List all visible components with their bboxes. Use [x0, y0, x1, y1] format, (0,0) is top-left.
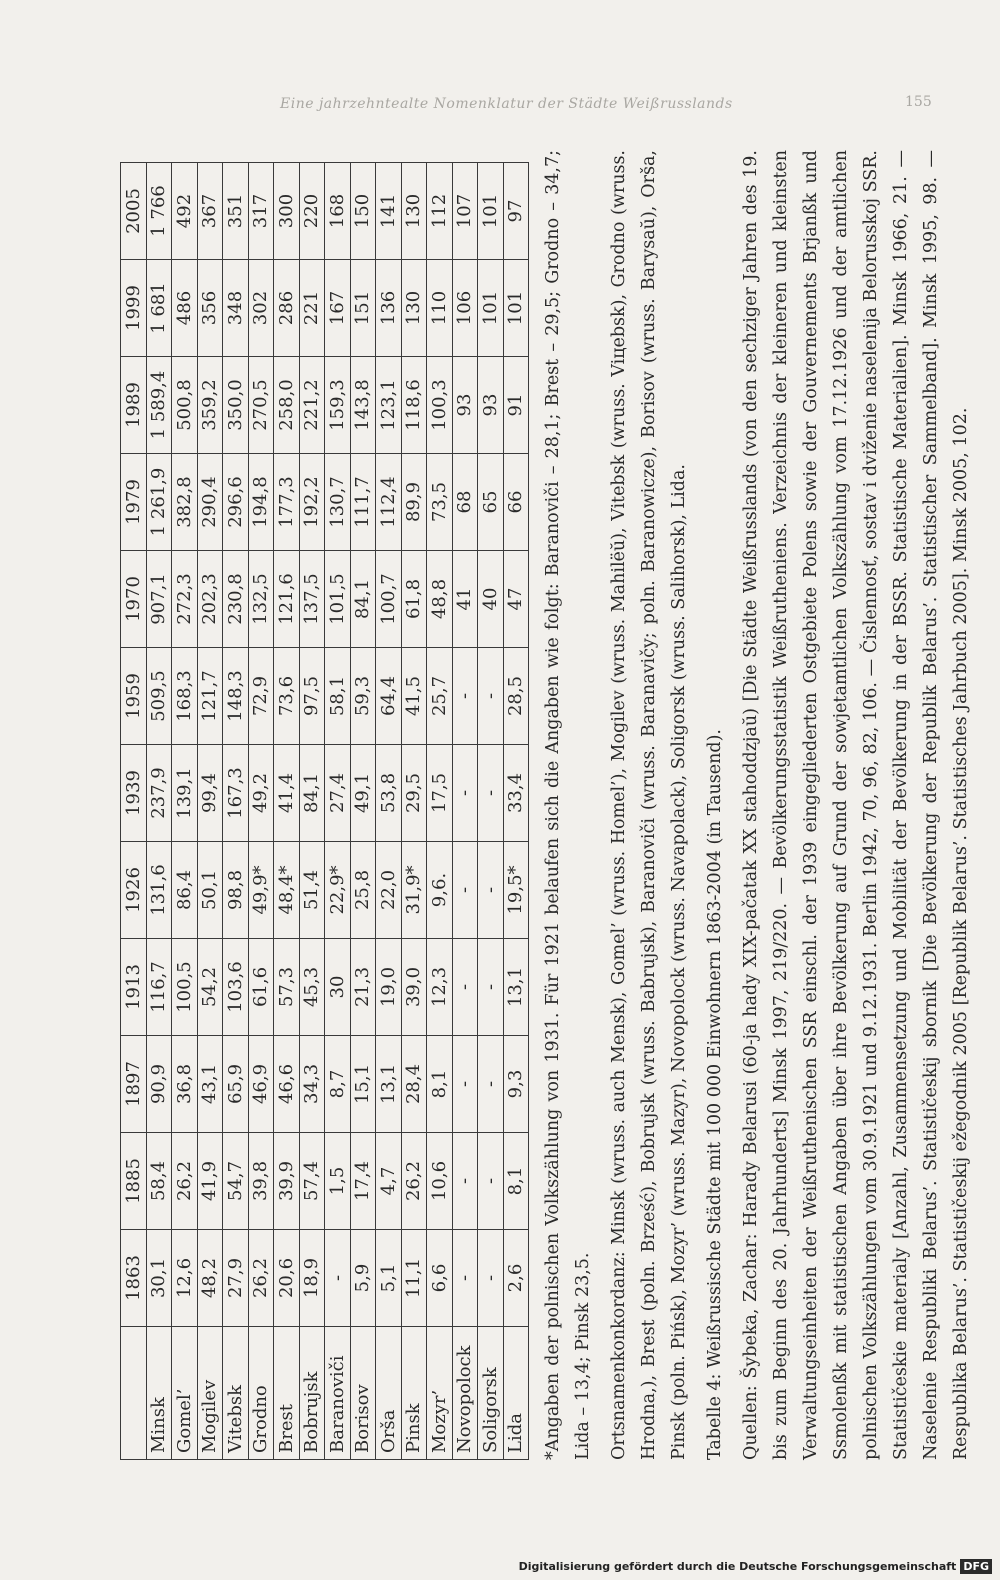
population-value: 22,0	[376, 842, 402, 939]
population-value: -	[452, 1133, 478, 1230]
population-value: 28,4	[401, 1036, 427, 1133]
population-value: 26,2	[248, 1230, 274, 1327]
year-header: 1970	[121, 551, 147, 648]
population-value: 112	[427, 163, 453, 260]
population-value: 110	[427, 260, 453, 357]
population-value: 22,9*	[325, 842, 351, 939]
table-header-row	[121, 163, 147, 1460]
population-value: 54,7	[223, 1133, 249, 1230]
population-value: 136	[376, 260, 402, 357]
population-value: 8,1	[427, 1036, 453, 1133]
population-value: 86,4	[172, 842, 198, 939]
population-value: 348	[223, 260, 249, 357]
population-value: 41,5	[401, 648, 427, 745]
population-value: 8,1	[503, 1133, 529, 1230]
year-header: 1939	[121, 745, 147, 842]
population-value: 6,6	[427, 1230, 453, 1327]
table-row	[146, 163, 172, 1460]
population-value: 111,7	[350, 454, 376, 551]
city-name: Borisov	[350, 1327, 376, 1460]
footnote: *Angaben der polnischen Volkszählung von 1931. Für 1921 belaufen sich die Angaben wie folgt: Baranoviči – 28,1; Brest – 29,5; Grodno – 34,7; Lida – 13,4; Pinsk 23,5.	[543, 150, 593, 1460]
population-value: 28,5	[503, 648, 529, 745]
population-value: 30,1	[146, 1230, 172, 1327]
city-name: Brest	[274, 1327, 300, 1460]
population-value: -	[478, 842, 504, 939]
population-value: 150	[350, 163, 376, 260]
population-value: 907,1	[146, 551, 172, 648]
population-value: 46,6	[274, 1036, 300, 1133]
population-value: 49,1	[350, 745, 376, 842]
population-value: -	[478, 1036, 504, 1133]
population-value: 93	[452, 357, 478, 454]
population-value: 9,6.	[427, 842, 453, 939]
population-value: 148,3	[223, 648, 249, 745]
population-value: 20,6	[274, 1230, 300, 1327]
population-value: 118,6	[401, 357, 427, 454]
population-value: 73,5	[427, 454, 453, 551]
population-value: -	[452, 939, 478, 1036]
population-value: 11,1	[401, 1230, 427, 1327]
population-value: 237,9	[146, 745, 172, 842]
population-value: 57,4	[299, 1133, 325, 1230]
population-value: 12,3	[427, 939, 453, 1036]
table-row	[197, 163, 223, 1460]
population-value: 159,3	[325, 357, 351, 454]
population-value: 48,2	[197, 1230, 223, 1327]
population-value: 168	[325, 163, 351, 260]
population-value: 65,9	[223, 1036, 249, 1133]
population-value: 25,8	[350, 842, 376, 939]
population-value: 59,3	[350, 648, 376, 745]
population-value: -	[452, 648, 478, 745]
population-value: 53,8	[376, 745, 402, 842]
population-value: 26,2	[172, 1133, 198, 1230]
population-value: 84,1	[299, 745, 325, 842]
population-value: 121,7	[197, 648, 223, 745]
year-header: 1989	[121, 357, 147, 454]
population-value: 302	[248, 260, 274, 357]
population-value: 39,0	[401, 939, 427, 1036]
population-value: -	[478, 939, 504, 1036]
city-name: Grodno	[248, 1327, 274, 1460]
population-value: -	[452, 745, 478, 842]
population-value: 112,4	[376, 454, 402, 551]
population-value: 21,3	[350, 939, 376, 1036]
population-value: 57,3	[274, 939, 300, 1036]
population-value: 40	[478, 551, 504, 648]
population-value: 39,8	[248, 1133, 274, 1230]
population-value: 41,4	[274, 745, 300, 842]
population-value: 143,8	[350, 357, 376, 454]
population-value: 98,8	[223, 842, 249, 939]
population-value: 34,3	[299, 1036, 325, 1133]
population-value: -	[478, 745, 504, 842]
population-table	[120, 162, 529, 1460]
population-value: 73,6	[274, 648, 300, 745]
table-row	[325, 163, 351, 1460]
population-value: 1,5	[325, 1133, 351, 1230]
population-value: 36,8	[172, 1036, 198, 1133]
population-value: 48,8	[427, 551, 453, 648]
dfg-logo: DFG	[960, 1559, 992, 1574]
population-value: 103,6	[223, 939, 249, 1036]
table-row	[427, 163, 453, 1460]
running-header: Eine jahrzehntealte Nomenklatur der Städte Weißrusslands	[280, 96, 733, 112]
population-value: 13,1	[376, 1036, 402, 1133]
year-header: 1885	[121, 1133, 147, 1230]
city-name: Lida	[503, 1327, 529, 1460]
population-value: 65	[478, 454, 504, 551]
population-value: 2,6	[503, 1230, 529, 1327]
population-value: 101	[478, 260, 504, 357]
population-value: 107	[452, 163, 478, 260]
footer-credit	[519, 1559, 992, 1574]
population-value: 39,9	[274, 1133, 300, 1230]
population-value: 97,5	[299, 648, 325, 745]
population-value: 8,7	[325, 1036, 351, 1133]
population-value: 5,9	[350, 1230, 376, 1327]
population-value: 194,8	[248, 454, 274, 551]
table-row	[248, 163, 274, 1460]
population-value: 17,5	[427, 745, 453, 842]
population-value: 350,0	[223, 357, 249, 454]
table-row	[452, 163, 478, 1460]
table-notes	[538, 150, 982, 1460]
population-value: 30	[325, 939, 351, 1036]
population-value: 137,5	[299, 551, 325, 648]
population-value: 130	[401, 260, 427, 357]
table-row	[274, 163, 300, 1460]
population-value: 151	[350, 260, 376, 357]
population-value: 19,0	[376, 939, 402, 1036]
population-value: 106	[452, 260, 478, 357]
population-value: 9,3	[503, 1036, 529, 1133]
year-header: 1979	[121, 454, 147, 551]
population-value: 46,9	[248, 1036, 274, 1133]
population-value: 18,9	[299, 1230, 325, 1327]
population-value: 139,1	[172, 745, 198, 842]
population-value: 258,0	[274, 357, 300, 454]
population-value: 367	[197, 163, 223, 260]
population-value: 64,4	[376, 648, 402, 745]
population-value: 5,1	[376, 1230, 402, 1327]
population-value: 486	[172, 260, 198, 357]
population-value: 130,7	[325, 454, 351, 551]
population-value: 19,5*	[503, 842, 529, 939]
population-value: 132,5	[248, 551, 274, 648]
population-value: 33,4	[503, 745, 529, 842]
population-value: 351	[223, 163, 249, 260]
population-value: 1 681	[146, 260, 172, 357]
population-value: -	[478, 648, 504, 745]
city-name: Vitebsk	[223, 1327, 249, 1460]
population-value: 50,1	[197, 842, 223, 939]
population-value: 230,8	[223, 551, 249, 648]
population-value: 84,1	[350, 551, 376, 648]
population-value: 359,2	[197, 357, 223, 454]
population-value: -	[452, 842, 478, 939]
population-value: 61,6	[248, 939, 274, 1036]
population-value: 272,3	[172, 551, 198, 648]
population-value: 12,6	[172, 1230, 198, 1327]
population-value: -	[478, 1133, 504, 1230]
population-value: 58,1	[325, 648, 351, 745]
population-value: 101	[478, 163, 504, 260]
table-row	[478, 163, 504, 1460]
name-concordance: Ortsnamenkonkordanz: Minsk (wruss. auch Mensk), Gomel’ (wruss. Homel’), Mogilev (wruss. Mahilëŭ), Vitebsk (wruss. Viцebsk), Grodno (wruss. Hrodna,), Brest (poln. Brześć), Bobrujsk (wruss. Babrujsk), Baranoviči (wruss. Baranavičy; poln. Baranowicze), Borisov (wruss. Barysaŭ), Orša, Pinsk (poln. Pińsk), Mozyr’ (wruss. Mazyr), Novopolock (wruss. Navapolack), Soligorsk (wruss. Salihorsk), Lida.	[609, 150, 689, 1460]
population-value: 1 766	[146, 163, 172, 260]
city-name: Novopolock	[452, 1327, 478, 1460]
population-value: 26,2	[401, 1133, 427, 1230]
population-value: 43,1	[197, 1036, 223, 1133]
population-value: 356	[197, 260, 223, 357]
table-row	[223, 163, 249, 1460]
population-value: 27,9	[223, 1230, 249, 1327]
corner-cell	[121, 1327, 147, 1460]
population-value: 27,4	[325, 745, 351, 842]
population-value: 13,1	[503, 939, 529, 1036]
population-value: 4,7	[376, 1133, 402, 1230]
population-value: 100,7	[376, 551, 402, 648]
population-value: 167	[325, 260, 351, 357]
population-value: 100,5	[172, 939, 198, 1036]
year-header: 1999	[121, 260, 147, 357]
population-value: 15,1	[350, 1036, 376, 1133]
table-row	[401, 163, 427, 1460]
population-value: 99,4	[197, 745, 223, 842]
population-value: 121,6	[274, 551, 300, 648]
population-value: 509,5	[146, 648, 172, 745]
population-value: 116,7	[146, 939, 172, 1036]
table-row	[376, 163, 402, 1460]
population-value: 90,9	[146, 1036, 172, 1133]
table-row	[350, 163, 376, 1460]
city-name: Pinsk	[401, 1327, 427, 1460]
population-value: 31,9*	[401, 842, 427, 939]
population-value: 220	[299, 163, 325, 260]
table-row	[299, 163, 325, 1460]
population-value: 68	[452, 454, 478, 551]
population-value: 66	[503, 454, 529, 551]
population-value: 317	[248, 163, 274, 260]
table-row	[172, 163, 198, 1460]
population-value: 97	[503, 163, 529, 260]
population-value: 61,8	[401, 551, 427, 648]
rotated-content	[120, 150, 971, 1460]
population-value: 72,9	[248, 648, 274, 745]
population-value: 58,4	[146, 1133, 172, 1230]
population-value: 492	[172, 163, 198, 260]
city-name: Gomel’	[172, 1327, 198, 1460]
city-name: Orša	[376, 1327, 402, 1460]
city-name: Bobrujsk	[299, 1327, 325, 1460]
population-value: 123,1	[376, 357, 402, 454]
population-value: 10,6	[427, 1133, 453, 1230]
table-caption: Tabelle 4: Weißrussische Städte mit 100 000 Einwohnern 1863-2004 (in Tausend).	[705, 729, 725, 1460]
population-value: 131,6	[146, 842, 172, 939]
city-name: Mogilev	[197, 1327, 223, 1460]
population-value: 270,5	[248, 357, 274, 454]
population-value: 49,2	[248, 745, 274, 842]
table-body	[146, 163, 529, 1460]
city-name: Soligorsk	[478, 1327, 504, 1460]
population-value: 41	[452, 551, 478, 648]
population-value: 500,8	[172, 357, 198, 454]
footer-text: Digitalisierung gefördert durch die Deutsche Forschungsgemeinschaft	[518, 1560, 957, 1573]
population-value: 101	[503, 260, 529, 357]
sources: Quellen: Šybeka, Zachar: Harady Belarusi (60-ja hady XIX-pačatak XX stahoddzjaŭ) [Die Städte Weißrusslands (von den sechziger Jahren des 19. bis zum Beginn des 20. Jahrhunderts] Minsk 1997, 219/220. — Bevölkerungsstatistik Weißrutheniens. Verzeichnis der kleineren und kleinsten Verwaltungseinheiten der Weißruthenischen SSR einschl. der 1939 eingegliederten Ostgebiete Polens sowie der Gouvernements Brjanßk und Ssmolenßk mit statistischen Angaben über ihre Bevölkerung auf Grund der sowjetamtlichen Volkszählung vom 17.12.1926 und der amtlichen polnischen Volkszählungen vom 30.9.1921 und 9.12.1931. Berlin 1942, 70, 96, 82, 106. — Čislennosť, sostav i dviženie naselenija Belorusskoj SSR. Statističeskie materialy [Anzahl, Zusammensetzung und Mobilität der Bevölkerung in der BSSR. Statistische Materialien]. Minsk 1966, 21. — Naselenie Respubliki Belarus’. Statističeskij sbornik [Die Bevölkerung der Republik Belarus’. Statistischer Sammelband]. Minsk 1995, 98. — Respublika Belarus’. Statističeskij ežegodnik 2005 [Republik Belarus’. Statistisches Jahrbuch 2005]. Minsk 2005, 102.	[741, 150, 971, 1460]
year-header: 1863	[121, 1230, 147, 1327]
population-value: 300	[274, 163, 300, 260]
population-value: 1 589,4	[146, 357, 172, 454]
population-value: 93	[478, 357, 504, 454]
population-value: 286	[274, 260, 300, 357]
population-value: 91	[503, 357, 529, 454]
population-value: -	[452, 1036, 478, 1133]
population-value: 168,3	[172, 648, 198, 745]
city-name: Baranoviči	[325, 1327, 351, 1460]
population-value: 49,9*	[248, 842, 274, 939]
population-value: 290,4	[197, 454, 223, 551]
table-row	[503, 163, 529, 1460]
population-value: 47	[503, 551, 529, 648]
page-number: 155	[905, 94, 932, 110]
population-value: 221	[299, 260, 325, 357]
population-value: 45,3	[299, 939, 325, 1036]
population-value: 41,9	[197, 1133, 223, 1230]
population-value: 221,2	[299, 357, 325, 454]
population-value: 48,4*	[274, 842, 300, 939]
population-value: 51,4	[299, 842, 325, 939]
population-value: 177,3	[274, 454, 300, 551]
city-name: Minsk	[146, 1327, 172, 1460]
city-name: Mozyr’	[427, 1327, 453, 1460]
population-value: 54,2	[197, 939, 223, 1036]
population-value: 382,8	[172, 454, 198, 551]
population-value: 167,3	[223, 745, 249, 842]
population-value: 101,5	[325, 551, 351, 648]
population-value: 202,3	[197, 551, 223, 648]
population-value: -	[478, 1230, 504, 1327]
population-value: 29,5	[401, 745, 427, 842]
population-value: 1 261,9	[146, 454, 172, 551]
year-header: 2005	[121, 163, 147, 260]
population-value: 25,7	[427, 648, 453, 745]
population-value: 17,4	[350, 1133, 376, 1230]
year-header: 1897	[121, 1036, 147, 1133]
population-value: 100,3	[427, 357, 453, 454]
population-value: 192,2	[299, 454, 325, 551]
population-value: 130	[401, 163, 427, 260]
population-value: 141	[376, 163, 402, 260]
population-value: -	[452, 1230, 478, 1327]
year-header: 1913	[121, 939, 147, 1036]
year-header: 1926	[121, 842, 147, 939]
population-value: 296,6	[223, 454, 249, 551]
population-value: -	[325, 1230, 351, 1327]
population-value: 89,9	[401, 454, 427, 551]
year-header: 1959	[121, 648, 147, 745]
